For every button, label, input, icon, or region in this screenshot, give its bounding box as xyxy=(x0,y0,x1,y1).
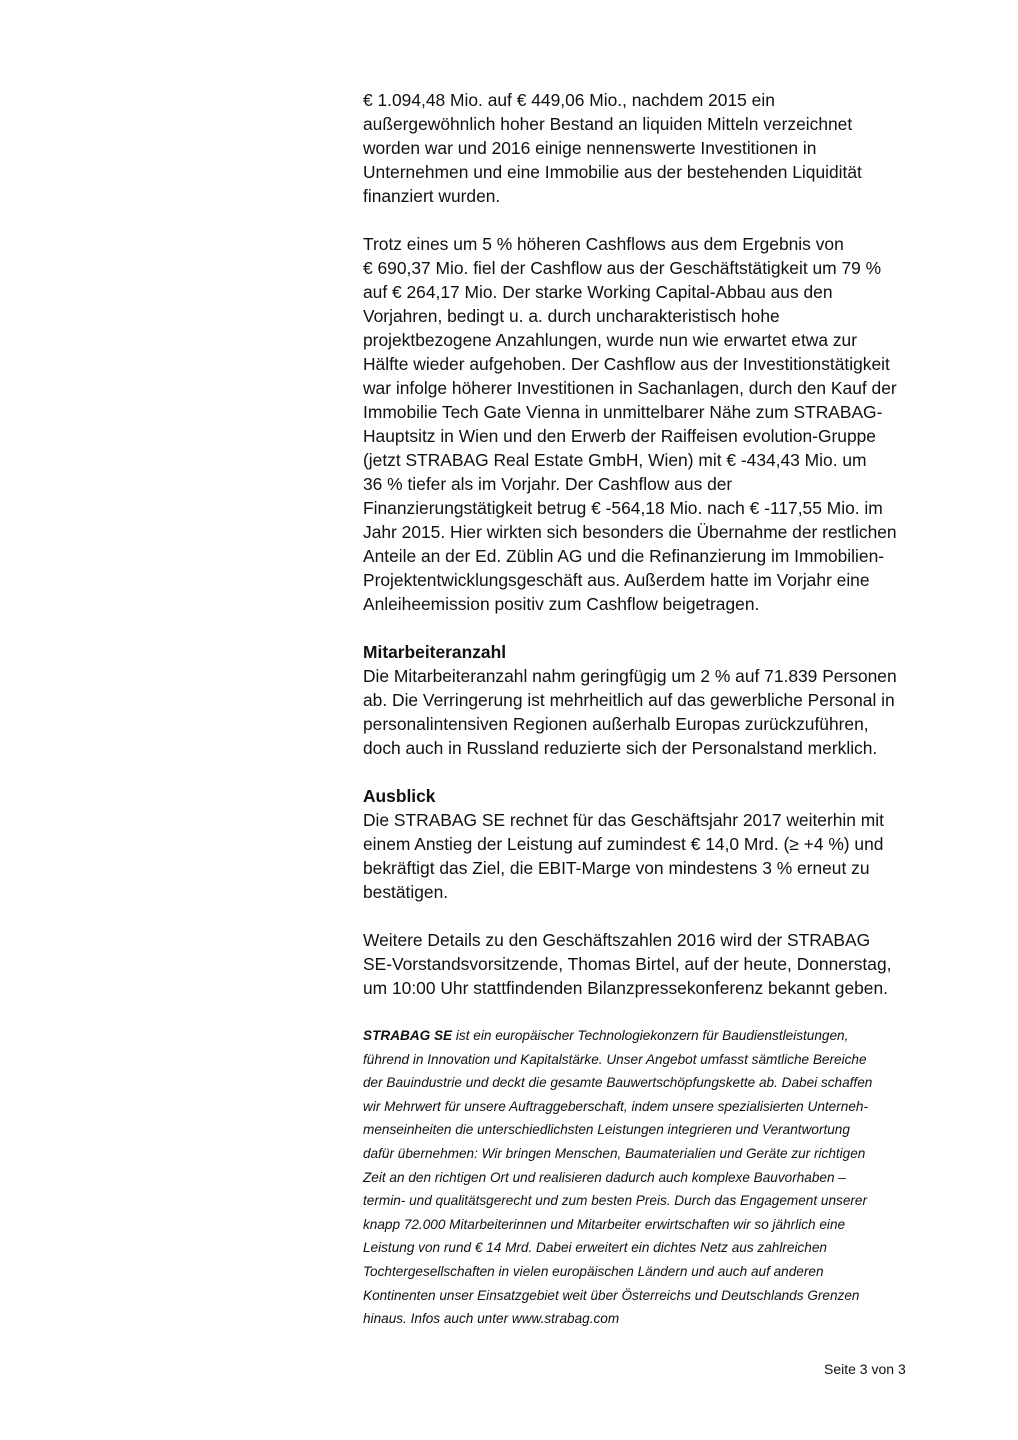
text-line: personalintensiven Regionen außerhalb Europas zurückzuführen, xyxy=(363,714,869,734)
text-line: SE-Vorstandsvorsitzende, Thomas Birtel, auf der heute, Donnerstag, xyxy=(363,954,892,974)
text-line: Finanzierungstätigkeit betrug € -564,18 Mio. nach € -117,55 Mio. im xyxy=(363,498,883,518)
text-line: Anleiheemission positiv zum Cashflow beigetragen. xyxy=(363,594,760,614)
text-line: um 10:00 Uhr stattfindenden Bilanzpressekonferenz bekannt geben. xyxy=(363,978,888,998)
boilerplate-line: Kontinenten unser Einsatzgebiet weit über Österreichs und Deutschlands Grenzen xyxy=(363,1287,860,1303)
text-line: Trotz eines um 5 % höheren Cashflows aus dem Ergebnis von xyxy=(363,234,844,254)
text-line: 36 % tiefer als im Vorjahr. Der Cashflow aus der xyxy=(363,474,733,494)
text-line: Die STRABAG SE rechnet für das Geschäftsjahr 2017 weiterhin mit xyxy=(363,810,884,830)
text-line: Die Mitarbeiteranzahl nahm geringfügig um 2 % auf 71.839 Personen xyxy=(363,666,897,686)
text-column xyxy=(363,88,953,1331)
boilerplate-line: führend in Innovation und Kapitalstärke. Unser Angebot umfasst sämtliche Bereiche xyxy=(363,1051,867,1067)
boilerplate-line xyxy=(363,1024,953,1048)
boilerplate-line: wir Mehrwert für unsere Auftraggeberschaft, indem unsere spezialisierten Unterneh- xyxy=(363,1098,868,1114)
text-line: Vorjahren, bedingt u. a. durch uncharakteristisch hohe xyxy=(363,306,780,326)
boilerplate-line: Leistung von rund € 14 Mrd. Dabei erweitert ein dichtes Netz aus zahlreichen xyxy=(363,1240,827,1256)
text-line: € 1.094,48 Mio. auf € 449,06 Mio., nachdem 2015 ein xyxy=(363,90,775,110)
boilerplate-first-line-text: ist ein europäischer Technologiekonzern für Baudienstleistungen, xyxy=(452,1028,849,1043)
boilerplate-line: hinaus. Infos auch unter www.strabag.com xyxy=(363,1311,620,1327)
paragraph-liquidity xyxy=(363,88,953,208)
company-boilerplate xyxy=(363,1024,953,1331)
boilerplate-line: der Bauindustrie und deckt die gesamte Bauwertschöpfungskette ab. Dabei schaffen xyxy=(363,1075,873,1091)
text-line: auf € 264,17 Mio. Der starke Working Capital-Abbau aus den xyxy=(363,282,833,302)
text-line: einem Anstieg der Leistung auf zumindest € 14,0 Mrd. (≥ +4 %) und xyxy=(363,834,884,854)
company-name: STRABAG SE xyxy=(363,1028,453,1043)
text-line: doch auch in Russland reduzierte sich der Personalstand merklich. xyxy=(363,738,878,758)
text-line: bestätigen. xyxy=(363,882,449,902)
paragraph-cashflow xyxy=(363,232,953,616)
text-line: Jahr 2015. Hier wirkten sich besonders die Übernahme der restlichen xyxy=(363,522,897,542)
boilerplate-line: menseinheiten die unterschiedlichsten Leistungen integrieren und Verantwortung xyxy=(363,1122,850,1138)
text-line: Hälfte wieder aufgehoben. Der Cashflow aus der Investitionstätigkeit xyxy=(363,354,890,374)
text-line: war infolge höherer Investitionen in Sachanlagen, durch den Kauf der xyxy=(363,378,897,398)
text-line: (jetzt STRABAG Real Estate GmbH, Wien) mit € -434,43 Mio. um xyxy=(363,450,867,470)
text-line: bekräftigt das Ziel, die EBIT-Marge von mindestens 3 % erneut zu xyxy=(363,858,870,878)
text-line: Hauptsitz in Wien und den Erwerb der Raiffeisen evolution-Gruppe xyxy=(363,426,876,446)
boilerplate-line: termin- und qualitätsgerecht und zum besten Preis. Durch das Engagement unserer xyxy=(363,1193,867,1209)
paragraph-press-conference xyxy=(363,928,953,1000)
text-line: worden war und 2016 einige nennenswerte Investitionen in xyxy=(363,138,817,158)
text-line: Unternehmen und eine Immobilie aus der bestehenden Liquidität xyxy=(363,162,862,182)
text-line: projektbezogene Anzahlungen, wurde nun wie erwartet etwa zur xyxy=(363,330,858,350)
boilerplate-line: Tochtergesellschaften in vielen europäischen Ländern und auch auf anderen xyxy=(363,1263,824,1279)
text-line: € 690,37 Mio. fiel der Cashflow aus der Geschäftstätigkeit um 79 % xyxy=(363,258,882,278)
section-outlook xyxy=(363,784,953,904)
boilerplate-line: knapp 72.000 Mitarbeiterinnen und Mitarbeiter erwirtschaften wir so jährlich eine xyxy=(363,1216,846,1232)
section-heading-employees: Mitarbeiteranzahl xyxy=(363,642,507,662)
text-line: finanziert wurden. xyxy=(363,186,501,206)
section-employees xyxy=(363,640,953,760)
page-number: Seite 3 von 3 xyxy=(824,1361,906,1377)
text-line: Projektentwicklungsgeschäft aus. Außerdem hatte im Vorjahr eine xyxy=(363,570,870,590)
text-line: Anteile an der Ed. Züblin AG und die Refinanzierung im Immobilien- xyxy=(363,546,885,566)
text-line: Weitere Details zu den Geschäftszahlen 2016 wird der STRABAG xyxy=(363,930,871,950)
text-line: ab. Die Verringerung ist mehrheitlich auf das gewerbliche Personal in xyxy=(363,690,895,710)
boilerplate-line: dafür übernehmen: Wir bringen Menschen, Baumaterialien und Geräte zur richtigen xyxy=(363,1145,866,1161)
boilerplate-line: Zeit an den richtigen Ort und realisieren dadurch auch komplexe Bauvorhaben – xyxy=(363,1169,846,1185)
section-heading-outlook: Ausblick xyxy=(363,786,436,806)
text-line: Immobilie Tech Gate Vienna in unmittelbarer Nähe zum STRABAG- xyxy=(363,402,883,422)
text-line: außergewöhnlich hoher Bestand an liquiden Mitteln verzeichnet xyxy=(363,114,853,134)
